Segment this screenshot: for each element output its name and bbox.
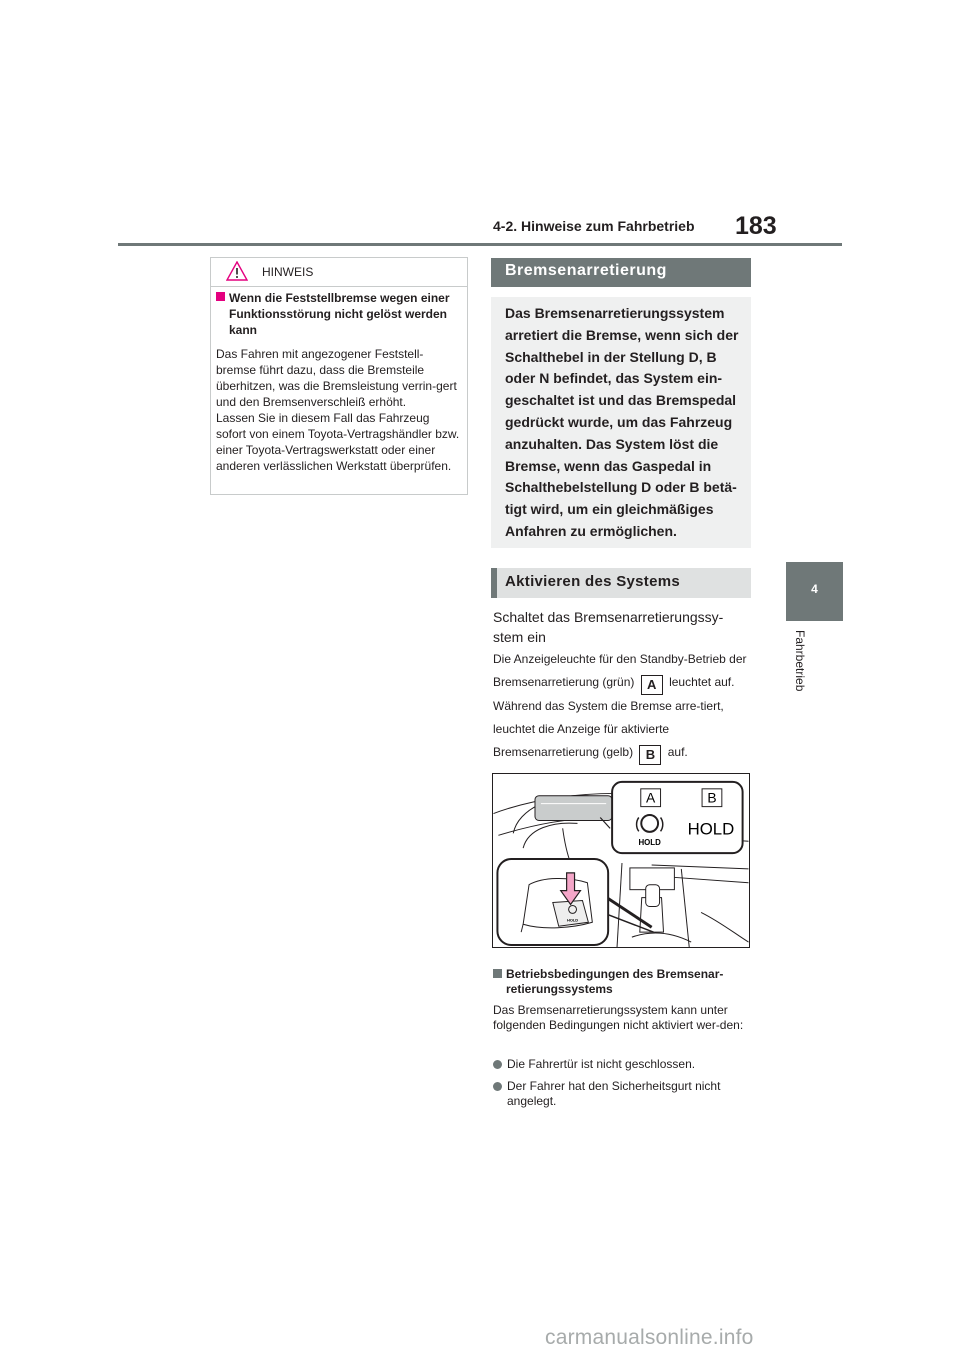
notice-header: [211, 258, 467, 287]
hold-switch-illustration: [492, 773, 750, 948]
description-text: leuchtet auf. Während das System die Bremse arre-tiert, leuchtet die Anzeige für aktivierte Bremsenarretierung (gelb): [493, 675, 735, 759]
description-text: auf.: [667, 745, 688, 759]
indicator-callout: [612, 782, 742, 853]
notice-subheading: Wenn die Feststellbremse wegen einer Funktionsstörung nicht gelöst werden kann: [229, 291, 450, 337]
conditions-text: Das Bremsenarretierungssystem kann unter folgenden Bedingungen nicht aktiviert wer-den:: [493, 1003, 744, 1032]
conditions-title: Betriebsbedingungen des Bremsenar-retierungssystems: [506, 967, 724, 996]
hold-small-text: HOLD: [638, 838, 661, 848]
hold-active-text: HOLD: [687, 819, 735, 839]
chapter-tab-label: Fahrbetrieb: [793, 630, 807, 692]
intro-text: Das Bremsenarretierungssystem arretiert die Bremse, wenn sich der Schalthebel in der Stellung D, B oder N befindet, das System ein-geschaltet ist und das Bremspedal gedrückt wurde, um das Fahrzeug anzuhalten. Das System löst die Bremse, wenn das Gaspedal in Schalthebelstellung D oder B betä-tigt wird, um ein gleichmäßiges Anfahren zu ermöglichen.: [505, 305, 739, 539]
notice-title: HINWEIS: [262, 265, 314, 279]
callout-a-label: A: [646, 789, 656, 806]
callout-b-label: B: [707, 789, 717, 806]
notice-square-bullet: [216, 292, 225, 301]
description-text: Die Anzeigeleuchte für den Standby-Betrieb der Bremsenarretierung (grün): [493, 652, 747, 689]
bullet-dot: [493, 1082, 502, 1091]
switch-hold-label: HOLD: [566, 917, 579, 923]
label-a-box: A: [641, 675, 663, 695]
header-rule: [118, 243, 842, 246]
watermark: carmanualsonline.info: [545, 1326, 754, 1349]
conditions-square-bullet: [493, 969, 502, 978]
indicator-description: [493, 648, 751, 765]
switch-callout: [497, 859, 608, 945]
chapter-tab-number: 4: [811, 582, 818, 596]
condition-item: Die Fahrertür ist nicht geschlossen.: [507, 1057, 696, 1071]
page-number: 183: [735, 212, 777, 240]
notice-paragraph: Lassen Sie in diesem Fall das Fahrzeug sofort von einem Toyota-Vertragshändler bzw. einer Toyota-Vertragswerkstatt oder einer anderen verlässlichen Werkstatt überprüfen.: [216, 411, 460, 473]
bullet-dot: [493, 1060, 502, 1069]
label-b-box: B: [639, 745, 661, 765]
notice-paragraph: Das Fahren mit angezogener Feststell-bremse führt dazu, dass die Bremsteile überhitzen, was die Bremsleistung verrin-gert und den Bremsenverschleiß erhöht.: [216, 347, 457, 409]
condition-item: Der Fahrer hat den Sicherheitsgurt nicht angelegt.: [507, 1079, 721, 1108]
step-text: Schaltet das Bremsenarretierungssy-stem ein: [493, 609, 724, 645]
section-title: Aktivieren des Systems: [505, 573, 681, 590]
section-header: 4-2. Hinweise zum Fahrbetrieb: [493, 218, 695, 234]
section-title: Bremsenarretierung: [505, 262, 667, 279]
warning-triangle-icon: [226, 261, 248, 281]
